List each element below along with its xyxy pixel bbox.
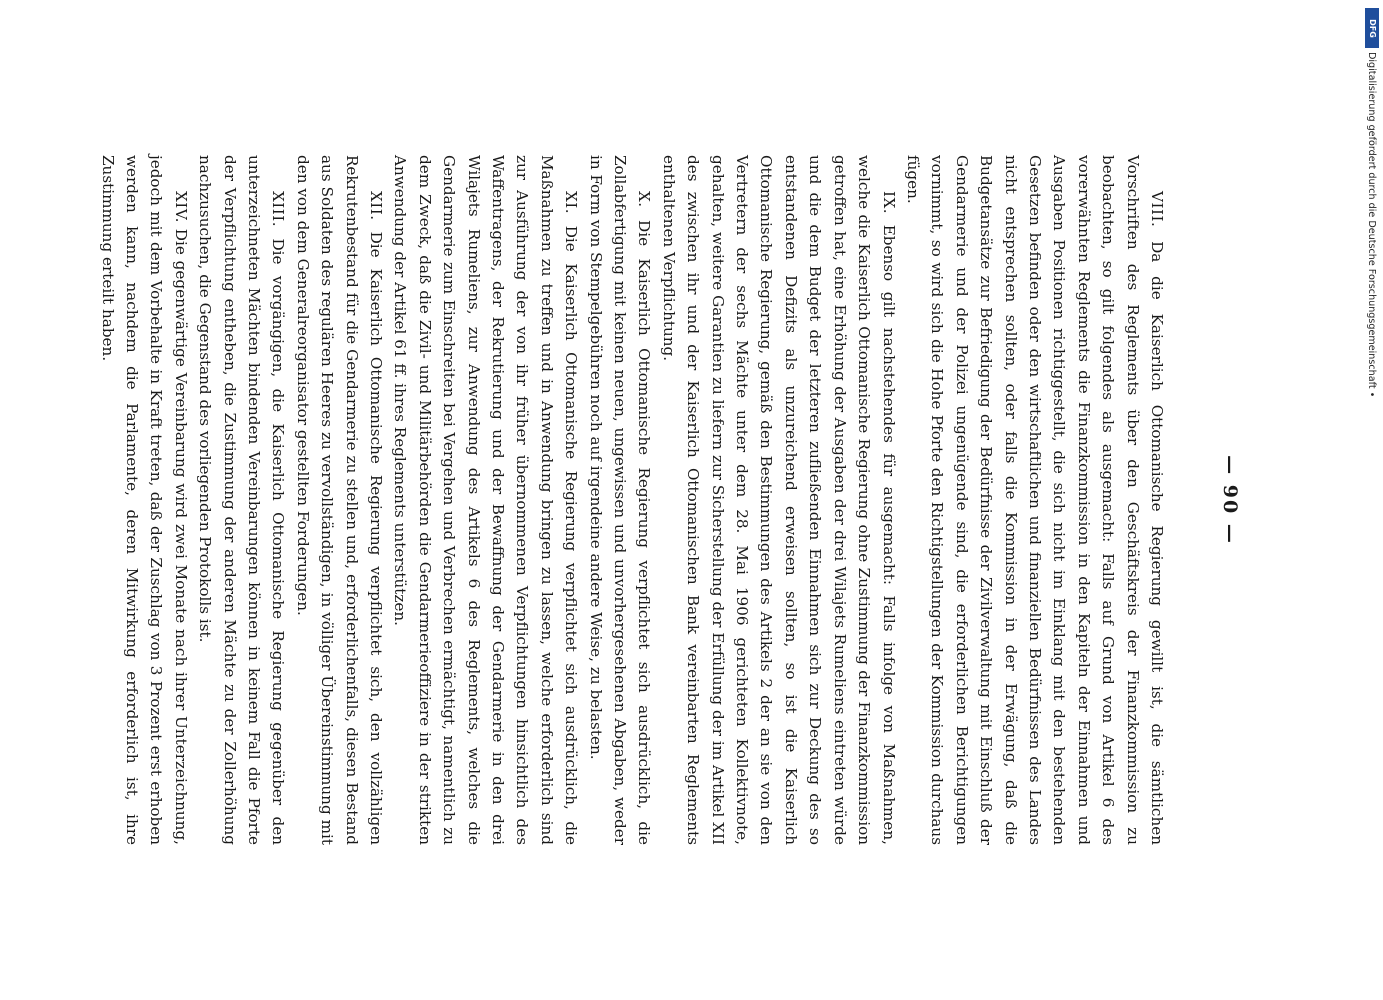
- paragraph-number: XIV.: [171, 191, 190, 223]
- paragraph-number: XIII.: [269, 191, 288, 228]
- rotated-text-block: [98, 155, 1241, 846]
- digitization-sidebar: [1362, 8, 1382, 992]
- digitization-credit: Digitalisierung gefördert durch die Deutsche Forschungsgemeinschaft •: [1366, 52, 1377, 398]
- paragraph-xii: [290, 155, 388, 845]
- document-body: [95, 155, 1169, 845]
- paragraph-text: Die Kaiserlich Ottomanische Regierung verpflichtet sich ausdrücklich, die Zollabfertigung mit keinen neuen, ungewissen und unvorhergesehenen Abgaben, weder in Form von Stempelgebühren noch auf irgendeine andere Weise, zu belasten.: [586, 155, 654, 846]
- paragraph-number: VIII.: [1148, 191, 1166, 228]
- paragraph-text: Die gegenwärtige Vereinbarung wird zwei Monate nach ihrer Unterzeichnung, jedoch mit dem Vorbehalte in Kraft treten, daß der Zuschlag von 3 Prozent erst erhoben werden kann, nachdem die Parlamente, deren Mitwirkung erforderlich ist, ihre Zustimmung erteilt haben.: [98, 155, 190, 846]
- paragraph-xiv: [95, 155, 193, 845]
- paragraph-text: Die vorgängigen, die Kaiserlich Ottomanische Regierung gegenüber den unterzeichneten Mächten bindenden Vereinbarungen können in keinem Fall die Pforte der Verpflichtung entheben, die Zustimmung der anderen Mächte zu der Zollerhöhung nachzusuchen, die Gegenstand des vorliegenden Protokolls ist.: [196, 155, 288, 845]
- paragraph-text: Ebenso gilt nachstehendes für ausgemacht: Falls infolge von Maßnahmen, welche die Kaiserlich Ottomanische Regierung ohne Zustimmung der Finanzkommission getroffen hat, eine Erhöhung der Ausgaben der drei Wilajets Rumeliens eintreten würde und die dem Budget der letzteren zufließenden Einnahmen sich zur Deckung des so entstandenen Defizits als unzureichend erweisen sollten, so ist die Kaiserlich Ottomanische Regierung, gemäß den Bestimmungen des Artikels 2 der an sie von den Vertretern der sechs Mächte unter dem 28. Mai 1906 gerichteten Kollektivnote, gehalten, weitere Garantien zu liefern zur Sicherstellung der Erfüllung der im Artikel XII des zwischen ihr und der Kaiserlich Ottomanischen Bank vereinbarten Reglements enthaltenen Verpflichtung.: [659, 155, 898, 845]
- paragraph-number: XI.: [562, 191, 581, 215]
- paragraph-viii: [901, 155, 1169, 845]
- paragraph-text: Die Kaiserlich Ottomanische Regierung verpflichtet sich, den vollzähligen Rekrutenbestand für die Gendarmerie zu stellen und, erforderlichenfalls, diesen Bestand aus Soldaten des regulären Heeres zu vervollständigen, in völliger Übereinstimmung mit den von dem Generalreorganisator gestellten Forderungen.: [293, 155, 385, 845]
- dfg-logo-text: DFG: [1367, 18, 1377, 38]
- page-number: — 90 —: [1219, 455, 1241, 545]
- paragraph-number: IX.: [879, 191, 898, 215]
- paragraph-number: X.: [635, 191, 654, 208]
- paragraph-number: XII.: [367, 191, 385, 221]
- dfg-logo: [1365, 8, 1379, 48]
- paragraph-text: Da die Kaiserlich Ottomanische Regierung gewillt ist, die sämtlichen Vorschriften des Reglements über den Geschäftskreis der Finanzkommission zu beobachten, so gilt folgendes als ausgemacht: Falls auf Grund von Artikel 6 des vorerwähnten Reglements die Finanzkommission in den Kapiteln der Einnahmen und Ausgaben Positionen richtiggestellt, die sich nicht im Einklang mit den bestehenden Gesetzen befinden oder den wirtschaftlichen und finanziellen Bedürfnissen des Landes nicht entsprechen sollten, oder falls die Kommission in der Erwägung, daß die Budgetansätze zur Befriedigung der Bedürfnisse der Zivilverwaltung mit Einschluß der Gendarmerie und der Polizei ungenügende sind, die erforderlichen Berichtigungen vornimmt, so wird sich die Hohe Pforte den Richtigstellungen der Kommission durchaus fügen.: [903, 155, 1166, 845]
- paragraph-text: Die Kaiserlich Ottomanische Regierung verpflichtet sich ausdrücklich, die Maßnahmen zu treffen und in Anwendung bringen zu lassen, welche erforderlich sind zur Ausführung der von ihr früher übernommenen Verpflichtungen hinsichtlich des Waffentragens, der Rekrutierung und der Bewaffnung der Gendarmerie in den drei Wilajets Rumeliens, zur Anwendung des Artikels 6 des Reglements, welches die Gendarmerie zum Einschreiten bei Vergehen und Verbrechen ermächtigt, namentlich zu dem Zweck, daß die Zivil- und Militärbehörden die Gendarmerieoffiziere in der strikten Anwendung der Artikel 61 ff. ihres Reglements unterstützen.: [391, 155, 581, 846]
- paragraph-x: [583, 155, 656, 845]
- paragraph-ix: [656, 155, 900, 845]
- paragraph-xiii: [193, 155, 291, 845]
- paragraph-xi: [388, 155, 583, 845]
